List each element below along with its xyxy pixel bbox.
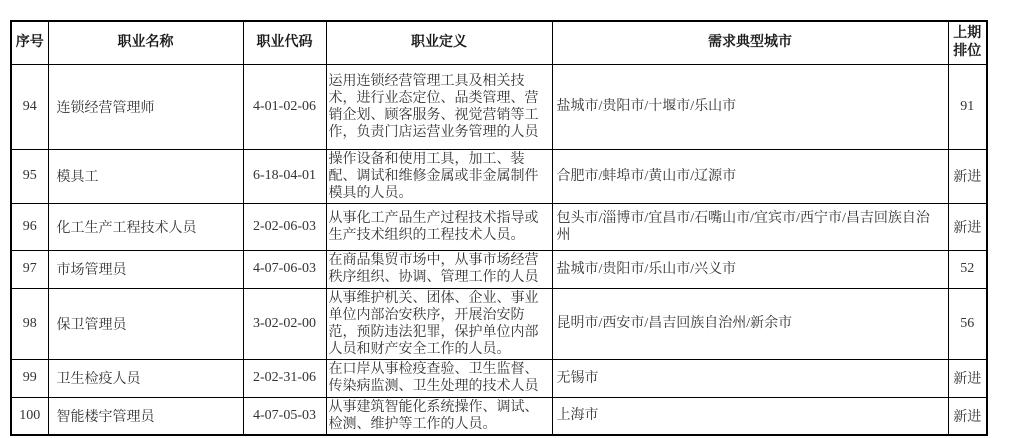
previous-rank-cell: 新进: [948, 149, 987, 203]
previous-rank-cell: 新进: [948, 203, 987, 250]
table-row: [11, 288, 987, 359]
seq-cell: 96: [11, 203, 48, 250]
typical-cities-cell: 昆明市/西安市/昌吉回族自治州/新余市: [552, 288, 948, 359]
table-row: [11, 203, 987, 250]
previous-rank-cell: 52: [948, 250, 987, 288]
previous-rank-cell: 91: [948, 64, 987, 149]
occupation-name-cell: 智能楼宇管理员: [48, 397, 243, 435]
occupation-name-cell: 连锁经营管理师: [48, 64, 243, 149]
typical-cities-cell: 无锡市: [552, 359, 948, 397]
table-row: [11, 359, 987, 397]
occupation-definition-cell: 在口岸从事检疫查验、卫生监督、传染病监测、卫生处理的技术人员: [326, 359, 552, 397]
typical-cities-cell: 盐城市/贵阳市/十堰市/乐山市: [552, 64, 948, 149]
occupation-code-cell: 4-07-06-03: [243, 250, 326, 288]
seq-cell: 97: [11, 250, 48, 288]
header-occupation-name: 职业名称: [48, 21, 243, 64]
table-row: [11, 149, 987, 203]
header-previous-rank: 上期排位: [948, 21, 987, 64]
occupation-code-cell: 6-18-04-01: [243, 149, 326, 203]
occupation-name-cell: 化工生产工程技术人员: [48, 203, 243, 250]
occupation-name-cell: 卫生检疫人员: [48, 359, 243, 397]
table-row: [11, 64, 987, 149]
occupation-name-cell: 模具工: [48, 149, 243, 203]
occupation-code-cell: 4-07-05-03: [243, 397, 326, 435]
occupation-ranking-table: [10, 20, 988, 436]
seq-cell: 98: [11, 288, 48, 359]
seq-cell: 100: [11, 397, 48, 435]
occupation-code-cell: 4-01-02-06: [243, 64, 326, 149]
occupation-definition-cell: 从事建筑智能化系统操作、调试、检测、维护等工作的人员。: [326, 397, 552, 435]
occupation-definition-cell: 从事化工产品生产过程技术指导或生产技术组织的工程技术人员。: [326, 203, 552, 250]
occupation-definition-cell: 操作设备和使用工具，加工、装配、调试和维修金属或非金属制件模具的人员。: [326, 149, 552, 203]
typical-cities-cell: 盐城市/贵阳市/乐山市/兴义市: [552, 250, 948, 288]
previous-rank-cell: 56: [948, 288, 987, 359]
occupation-code-cell: 2-02-31-06: [243, 359, 326, 397]
occupation-definition-cell: 在商品集贸市场中，从事市场经营秩序组织、协调、管理工作的人员: [326, 250, 552, 288]
occupation-name-cell: 市场管理员: [48, 250, 243, 288]
typical-cities-cell: 合肥市/蚌埠市/黄山市/辽源市: [552, 149, 948, 203]
table-row: [11, 250, 987, 288]
previous-rank-cell: 新进: [948, 397, 987, 435]
typical-cities-cell: 包头市/淄博市/宜昌市/石嘴山市/宜宾市/西宁市/昌吉回族自治州: [552, 203, 948, 250]
seq-cell: 94: [11, 64, 48, 149]
occupation-code-cell: 2-02-06-03: [243, 203, 326, 250]
occupation-code-cell: 3-02-02-00: [243, 288, 326, 359]
occupation-name-cell: 保卫管理员: [48, 288, 243, 359]
previous-rank-cell: 新进: [948, 359, 987, 397]
table-row: [11, 397, 987, 435]
occupation-definition-cell: 运用连锁经营管理工具及相关技术，进行业态定位、品类管理、营销企划、顾客服务、视觉营销等工作，负责门店运营业务管理的人员: [326, 64, 552, 149]
typical-cities-cell: 上海市: [552, 397, 948, 435]
table-header-row: [11, 21, 987, 64]
header-occupation-code: 职业代码: [243, 21, 326, 64]
seq-cell: 95: [11, 149, 48, 203]
header-seq: 序号: [11, 21, 48, 64]
header-typical-cities: 需求典型城市: [552, 21, 948, 64]
header-occupation-definition: 职业定义: [326, 21, 552, 64]
seq-cell: 99: [11, 359, 48, 397]
occupation-definition-cell: 从事维护机关、团体、企业、事业单位内部治安秩序，开展治安防范，预防违法犯罪，保护单位内部人员和财产安全工作的人员。: [326, 288, 552, 359]
